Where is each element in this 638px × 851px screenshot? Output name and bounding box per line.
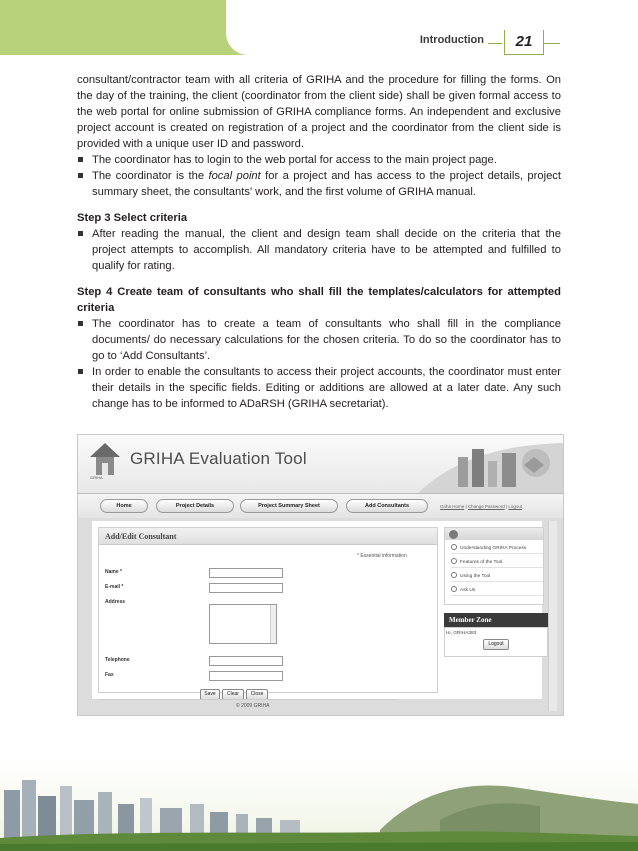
bullet-square-icon	[78, 369, 83, 374]
footer-divider	[98, 699, 398, 700]
name-input[interactable]	[209, 568, 283, 578]
step4-heading: Step 4 Create team of consultants who shall fill the templates/calculators for attempted criteria	[77, 286, 561, 314]
bullet-square-icon	[78, 231, 83, 236]
header-rule	[488, 43, 502, 44]
screenshot-figure	[77, 434, 564, 716]
nav-project-summary-button[interactable]: Project Summary Sheet	[240, 499, 338, 513]
bullet-item: The coordinator has to login to the web portal for access to the main project page.	[77, 152, 561, 168]
sidebar-item-features[interactable]: Features of the Tool	[451, 558, 543, 568]
essential-note: * Essential information	[357, 553, 407, 559]
nav-add-consultants-button[interactable]: Add Consultants	[346, 499, 428, 513]
fax-input[interactable]	[209, 671, 283, 681]
app-title: GRIHA Evaluation Tool	[130, 449, 307, 468]
nav-bar	[78, 493, 563, 518]
bullet-square-icon	[78, 157, 83, 162]
emphasis: focal point	[208, 170, 261, 182]
telephone-label: Telephone	[105, 657, 130, 663]
consultant-form-panel	[98, 527, 438, 693]
bullet-item: After reading the manual, the client and design team shall decide on the criteria that the project attempts to accomplish. All mandatory criteria have to be attempted and fulfilled to qualify for rating.	[77, 226, 561, 274]
buildings-graphic-icon	[418, 435, 563, 493]
address-textarea[interactable]	[209, 604, 277, 644]
bullet-item: The coordinator has to create a team of consultants who shall fill in the compliance documents/ do necessary calculations for the chosen criteria. To do so the coordinator has to go to ‘Add Consultants’.	[77, 316, 561, 364]
close-button[interactable]: Close	[246, 689, 268, 700]
nav-project-details-button[interactable]: Project Details	[156, 499, 234, 513]
step3-heading: Step 3 Select criteria	[77, 212, 188, 224]
logo-text: GRIHA	[90, 475, 103, 480]
user-greeting: Hi, GRIHA383	[446, 631, 477, 636]
body-text	[77, 72, 561, 412]
panel-title: Add/Edit Consultant	[99, 528, 437, 545]
bullet-square-icon	[78, 321, 83, 326]
sidebar-item-using[interactable]: Using the Tool	[451, 572, 543, 582]
email-label: E-mail *	[105, 584, 124, 590]
fax-label: Fax	[105, 672, 114, 678]
app-banner	[78, 435, 563, 493]
logout-button[interactable]: Logout	[483, 639, 509, 650]
clear-button[interactable]: Clear	[222, 689, 244, 700]
intro-paragraph: consultant/contractor team with all criteria of GRIHA and the procedure for filling the forms. On the day of the training, the client (coordinator from the client side) shall be given formal access to the web portal for online submission of GRIHA compliance forms. An independent and exclusive project account is created on registration of a project and the coordinator from the client side is provided with a unique user ID and password.	[77, 74, 561, 150]
bullet-circle-icon	[451, 586, 457, 592]
telephone-input[interactable]	[209, 656, 283, 666]
copyright: © 2009 GRIHA	[236, 703, 270, 709]
city-skyline-illustration	[0, 760, 638, 851]
page-scrollbar[interactable]	[548, 521, 557, 711]
info-icon	[449, 530, 458, 539]
scrollbar[interactable]	[270, 605, 276, 643]
email-input[interactable]	[209, 583, 283, 593]
sidebar-item-ask-us[interactable]: Ask Us	[451, 586, 543, 596]
member-zone-title: Member Zone	[444, 613, 548, 627]
bullet-square-icon	[78, 173, 83, 178]
nav-home-button[interactable]: Home	[100, 499, 148, 513]
bullet-item: In order to enable the consultants to access their project accounts, the coordinator must enter their details in the specific fields. Editing or additions are allowed at a later date. Any such change has to be informed to ADaRSH (GRIHA secretariat).	[77, 364, 561, 412]
help-sidebar	[444, 527, 544, 605]
bullet-circle-icon	[451, 558, 457, 564]
top-links: Griha Home | Change Password | Logout	[440, 504, 523, 509]
header-white-area	[226, 0, 638, 55]
address-label: Address	[105, 599, 126, 605]
bullet-circle-icon	[451, 544, 457, 550]
sidebar-item-understanding[interactable]: Understanding GRIHA Process	[451, 544, 543, 554]
bullet-circle-icon	[451, 572, 457, 578]
running-head: Introduction	[419, 34, 484, 46]
change-password-link[interactable]: Change Password	[467, 504, 505, 509]
header-rule	[544, 43, 560, 44]
logout-link[interactable]: Logout	[508, 504, 523, 509]
page-number: 21	[504, 30, 544, 55]
save-button[interactable]: Save	[200, 689, 220, 700]
bullet-item: The coordinator is the focal point for a project and has access to the project details, project summary sheet, the consultants' work, and the first volume of GRIHA manual.	[77, 168, 561, 200]
name-label: Name *	[105, 569, 122, 575]
griha-home-link[interactable]: Griha Home	[440, 504, 465, 509]
main-area	[92, 521, 542, 699]
